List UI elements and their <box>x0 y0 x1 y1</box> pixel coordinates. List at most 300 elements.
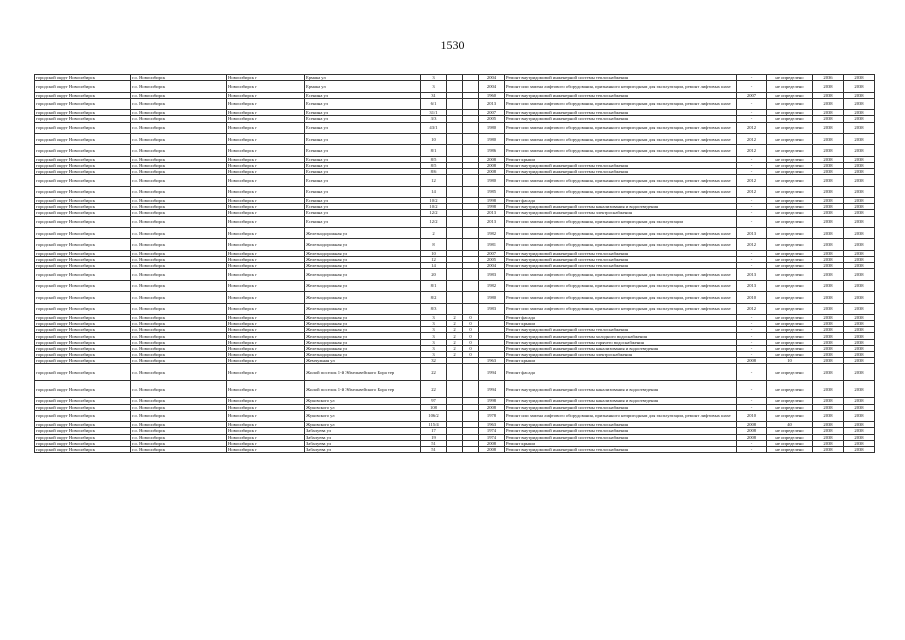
table-cell: не определено <box>767 81 813 92</box>
table-cell: г.о. Новосибирск <box>131 321 227 327</box>
table-cell: 2038 <box>844 198 875 204</box>
table-cell <box>463 145 479 156</box>
table-cell: 2038 <box>813 122 844 133</box>
table-cell <box>463 292 479 303</box>
table-cell: г.о. Новосибирск <box>131 98 227 109</box>
table-row <box>35 292 875 303</box>
table-cell: Новосибирск г <box>227 186 305 197</box>
table-cell: г.о. Новосибирск <box>131 145 227 156</box>
table-row <box>35 98 875 109</box>
table-cell: 2038 <box>813 133 844 144</box>
table-cell: 2038 <box>813 169 844 175</box>
table-cell: 10 <box>421 250 447 256</box>
table-cell: 2038 <box>844 216 875 227</box>
table-cell: городской округ Новосибирск <box>35 398 131 404</box>
table-cell: 2038 <box>813 110 844 116</box>
table-cell <box>447 216 463 227</box>
table-cell: 2036 <box>813 75 844 81</box>
table-cell: 2012 <box>737 239 767 250</box>
table-cell: Ремонт внутридомовой инженерной системы теплоснабжения <box>505 162 737 168</box>
table-cell: Ремонт крыши <box>505 358 737 364</box>
table-cell: 2038 <box>844 333 875 339</box>
table-cell: Ремонт или замена лифтового оборудования, признанного непригодным для эксплуатации, ремонт лифтовых шахт <box>505 239 737 250</box>
table-cell: 2038 <box>813 428 844 434</box>
table-cell <box>463 446 479 452</box>
table-cell: городской округ Новосибирск <box>35 250 131 256</box>
table-cell: 12 <box>421 256 447 262</box>
table-cell: 2038 <box>813 358 844 364</box>
table-cell: - <box>737 256 767 262</box>
table-cell: - <box>737 98 767 109</box>
table-cell: г.о. Новосибирск <box>131 122 227 133</box>
table-row <box>35 133 875 144</box>
table-cell: не определено <box>767 303 813 314</box>
table-cell: не определено <box>767 404 813 410</box>
table-cell: - <box>737 339 767 345</box>
table-cell: 2038 <box>813 404 844 410</box>
table-cell: городской округ Новосибирск <box>35 292 131 303</box>
table-row <box>35 410 875 421</box>
table-cell: городской округ Новосибирск <box>35 228 131 239</box>
table-cell: 2038 <box>813 204 844 210</box>
table-cell: Ремонт внутридомовой инженерной системы теплоснабжения <box>505 75 737 81</box>
table-cell: г.о. Новосибирск <box>131 175 227 186</box>
table-cell: 2038 <box>844 116 875 122</box>
table-cell: Ремонт или замена лифтового оборудования, признанного непригодным для эксплуатации, ремонт лифтовых шахт <box>505 133 737 144</box>
table-cell: Новосибирск г <box>227 345 305 351</box>
table-cell: не определено <box>767 239 813 250</box>
table-cell: Железнодорожная ул <box>305 250 421 256</box>
table-cell: 2012 <box>737 303 767 314</box>
table-cell: городской округ Новосибирск <box>35 280 131 291</box>
table-cell: Есенина ул <box>305 204 421 210</box>
table-cell: городской округ Новосибирск <box>35 269 131 280</box>
table-cell: 2007 <box>737 92 767 98</box>
table-cell: Ремонт или замена лифтового оборудования, признанного непригодным для эксплуатации, ремонт лифтовых шахт <box>505 303 737 314</box>
table-cell: Забалуева ул <box>305 434 421 440</box>
table-cell: Новосибирск г <box>227 381 305 398</box>
table-cell: 2013 <box>479 98 505 109</box>
table-cell: 2013 <box>479 216 505 227</box>
table-cell: Ремонт внутридомовой инженерной системы теплоснабжения <box>505 92 737 98</box>
page-number: 1530 <box>440 38 465 52</box>
table-cell: 0 <box>463 333 479 339</box>
table-cell: 10 <box>767 358 813 364</box>
table-cell: городской округ Новосибирск <box>35 381 131 398</box>
table-cell: не определено <box>767 216 813 227</box>
table-cell <box>447 133 463 144</box>
table-cell: г.о. Новосибирск <box>131 339 227 345</box>
table-cell <box>447 228 463 239</box>
table-cell: 2005 <box>479 116 505 122</box>
table-cell: Ремонт или замена лифтового оборудования, признанного непригодным для эксплуатации, ремонт лифтовых шахт <box>505 145 737 156</box>
table-cell: - <box>737 381 767 398</box>
table-cell: городской округ Новосибирск <box>35 352 131 358</box>
table-cell: Есенина ул <box>305 116 421 122</box>
table-cell: не определено <box>767 133 813 144</box>
table-cell: Железнодорожная ул <box>305 333 421 339</box>
table-cell: 3 <box>421 339 447 345</box>
table-cell: - <box>737 250 767 256</box>
table-cell: Железнодорожная ул <box>305 303 421 314</box>
table-cell: Ремонт или замена лифтового оборудования, признанного непригодным для эксплуатации, ремонт лифтовых шахт <box>505 98 737 109</box>
table-cell: Новосибирск г <box>227 204 305 210</box>
table-cell: г.о. Новосибирск <box>131 133 227 144</box>
table-cell: Новосибирск г <box>227 175 305 186</box>
table-cell: 1980 <box>479 122 505 133</box>
table-cell: Ремонт внутридомовой инженерной системы теплоснабжения <box>505 404 737 410</box>
table-cell: 2 <box>447 345 463 351</box>
table-cell: Ремонт внутридомовой инженерной системы канализования и водоотведения <box>505 204 737 210</box>
table-cell: 14 <box>421 186 447 197</box>
table-cell: 10/2 <box>421 204 447 210</box>
table-cell: 2038 <box>844 440 875 446</box>
table-cell: г.о. Новосибирск <box>131 333 227 339</box>
table-cell: Есенина ул <box>305 162 421 168</box>
table-cell: не определено <box>767 250 813 256</box>
table-cell: 2008 <box>479 404 505 410</box>
table-cell: - <box>737 210 767 216</box>
table-cell: 2038 <box>844 110 875 116</box>
table-cell: городской округ Новосибирск <box>35 256 131 262</box>
table-cell: 2 <box>447 314 463 320</box>
table-cell: 2038 <box>813 175 844 186</box>
table-cell: 2007 <box>479 250 505 256</box>
table-cell: г.о. Новосибирск <box>131 314 227 320</box>
table-cell: Новосибирск г <box>227 364 305 381</box>
table-cell: 3 <box>421 327 447 333</box>
table-cell: Новосибирск г <box>227 162 305 168</box>
table-cell <box>447 364 463 381</box>
table-cell: 22 <box>421 364 447 381</box>
table-row <box>35 145 875 156</box>
table-cell: - <box>737 169 767 175</box>
table-cell <box>447 381 463 398</box>
table-cell: 40 <box>767 422 813 428</box>
table-cell: 2008 <box>479 446 505 452</box>
table-cell: г.о. Новосибирск <box>131 92 227 98</box>
table-cell: 51 <box>421 446 447 452</box>
table-cell: 1998 <box>479 398 505 404</box>
table-cell: Железнодорожная ул <box>305 256 421 262</box>
table-cell: г.о. Новосибирск <box>131 228 227 239</box>
table-cell: Жуковского ул <box>305 398 421 404</box>
table-row <box>35 303 875 314</box>
table-cell: Ремонт внутридомовой инженерной системы теплоснабжения <box>505 428 737 434</box>
table-cell: городской округ Новосибирск <box>35 169 131 175</box>
table-cell: 2038 <box>844 280 875 291</box>
table-cell: Новосибирск г <box>227 269 305 280</box>
table-cell: городской округ Новосибирск <box>35 116 131 122</box>
table-row <box>35 280 875 291</box>
table-cell: не определено <box>767 269 813 280</box>
table-cell: г.о. Новосибирск <box>131 345 227 351</box>
table-cell: не определено <box>767 280 813 291</box>
table-cell: Железнодорожная ул <box>305 280 421 291</box>
table-cell: не определено <box>767 169 813 175</box>
table-cell: 2008 <box>479 162 505 168</box>
table-cell: 2004 <box>479 263 505 269</box>
table-cell <box>463 410 479 421</box>
table-cell <box>463 81 479 92</box>
table-cell: - <box>737 398 767 404</box>
table-cell: Ремонт внутридомовой инженерной системы горячего водоснабжения <box>505 339 737 345</box>
table-cell: 2008 <box>479 156 505 162</box>
table-cell: 2038 <box>813 339 844 345</box>
table-cell: Новосибирск г <box>227 327 305 333</box>
table-cell: 1994 <box>479 364 505 381</box>
table-cell <box>447 280 463 291</box>
table-cell: 3/3 <box>421 116 447 122</box>
table-cell: Железнодорожная ул <box>305 321 421 327</box>
table-cell: 43/1 <box>421 122 447 133</box>
table-cell: не определено <box>767 339 813 345</box>
table-cell: городской округ Новосибирск <box>35 145 131 156</box>
table-cell: 2038 <box>813 352 844 358</box>
table-cell: г.о. Новосибирск <box>131 239 227 250</box>
table-cell: Новосибирск г <box>227 358 305 364</box>
table-row <box>35 269 875 280</box>
table-cell: не определено <box>767 228 813 239</box>
table-cell: 2038 <box>844 256 875 262</box>
table-cell: Новосибирск г <box>227 92 305 98</box>
table-cell: Новосибирск г <box>227 116 305 122</box>
table-cell: Ремонт или замена лифтового оборудования, признанного непригодным для эксплуатации, ремонт лифтовых шахт <box>505 269 737 280</box>
table-cell: не определено <box>767 410 813 421</box>
table-cell: не определено <box>767 175 813 186</box>
table-cell: Жилой поселок 1-й Эйхельвейского Бора тер <box>305 364 421 381</box>
table-cell: Забалуева ул <box>305 446 421 452</box>
table-cell: Железнодорожная ул <box>305 269 421 280</box>
table-cell: Железнодорожная ул <box>305 327 421 333</box>
table-cell: 2038 <box>844 239 875 250</box>
table-cell: 3 <box>421 345 447 351</box>
table-cell: 2013 <box>737 228 767 239</box>
table-cell: городской округ Новосибирск <box>35 263 131 269</box>
table-cell <box>463 269 479 280</box>
table-cell: не определено <box>767 321 813 327</box>
table-row <box>35 186 875 197</box>
table-cell: Новосибирск г <box>227 263 305 269</box>
table-cell: Новосибирск г <box>227 145 305 156</box>
table-cell: 19 <box>421 434 447 440</box>
table-cell: 8/6 <box>421 169 447 175</box>
table-cell: Ремонт или замена лифтового оборудования, признанного непригодным для эксплуатации, ремонт лифтовых шахт <box>505 81 737 92</box>
table-cell: 3 <box>421 81 447 92</box>
table-cell: г.о. Новосибирск <box>131 81 227 92</box>
table-cell: не определено <box>767 292 813 303</box>
table-cell: 2038 <box>844 204 875 210</box>
table-cell <box>447 98 463 109</box>
table-cell: Новосибирск г <box>227 122 305 133</box>
table-cell: городской округ Новосибирск <box>35 434 131 440</box>
table-cell: 12 <box>421 175 447 186</box>
table-cell: 12/2 <box>421 210 447 216</box>
table-cell: 2038 <box>844 446 875 452</box>
table-cell: - <box>737 364 767 381</box>
table-cell: Новосибирск г <box>227 198 305 204</box>
table-cell: 2012 <box>737 145 767 156</box>
table-cell: 2038 <box>844 186 875 197</box>
table-cell: Ремонт внутридомовой инженерной системы канализования и водоотведения <box>505 398 737 404</box>
table-cell: 1983 <box>479 269 505 280</box>
table-cell: городской округ Новосибирск <box>35 110 131 116</box>
table-cell: 2004 <box>479 81 505 92</box>
table-cell: 2038 <box>844 404 875 410</box>
table-cell: 2038 <box>844 269 875 280</box>
table-row <box>35 239 875 250</box>
table-cell: 2038 <box>844 327 875 333</box>
table-cell <box>463 303 479 314</box>
table-cell: Ремонт внутридомовой инженерной системы электроснабжения <box>505 210 737 216</box>
table-cell: г.о. Новосибирск <box>131 280 227 291</box>
table-row <box>35 175 875 186</box>
table-cell: 2038 <box>813 186 844 197</box>
table-cell: Ремонт внутридомовой инженерной системы канализования и водоотведения <box>505 345 737 351</box>
table-cell: г.о. Новосибирск <box>131 256 227 262</box>
table-cell: г.о. Новосибирск <box>131 381 227 398</box>
table-cell: 3 <box>421 333 447 339</box>
table-cell: 2038 <box>813 92 844 98</box>
table-cell: г.о. Новосибирск <box>131 398 227 404</box>
table-cell: не определено <box>767 327 813 333</box>
table-cell: г.о. Новосибирск <box>131 434 227 440</box>
table-cell: городской округ Новосибирск <box>35 410 131 421</box>
table-cell: 2013 <box>737 280 767 291</box>
table-cell: - <box>737 446 767 452</box>
table-cell <box>447 81 463 92</box>
table-cell: 2038 <box>844 133 875 144</box>
table-cell: 2 <box>447 339 463 345</box>
table-cell: 2038 <box>813 269 844 280</box>
table-cell: 2 <box>447 321 463 327</box>
table-cell: 108 <box>421 404 447 410</box>
table-cell: 2038 <box>813 239 844 250</box>
table-cell: Есенина ул <box>305 210 421 216</box>
table-cell: Ремонт внутридомовой инженерной системы теплоснабжения <box>505 327 737 333</box>
table-cell: 2038 <box>844 169 875 175</box>
table-cell: Железнодорожная ул <box>305 314 421 320</box>
table-cell: 2038 <box>844 410 875 421</box>
table-cell: - <box>737 327 767 333</box>
table-cell: Новосибирск г <box>227 216 305 227</box>
table-cell: 1980 <box>479 292 505 303</box>
table-cell: г.о. Новосибирск <box>131 156 227 162</box>
table-cell: Железнодорожная ул <box>305 352 421 358</box>
table-cell: Ремонт внутридомовой инженерной системы электроснабжения <box>505 352 737 358</box>
table-cell: - <box>737 110 767 116</box>
table-cell: 2038 <box>813 81 844 92</box>
table-cell: 2008 <box>737 428 767 434</box>
table-cell: Ремонт или замена лифтового оборудования, признанного непригодным для эксплуатации, ремонт лифтовых шахт <box>505 280 737 291</box>
table-cell: - <box>737 216 767 227</box>
table-cell: 2038 <box>813 434 844 440</box>
table-cell: городской округ Новосибирск <box>35 327 131 333</box>
table-cell: Ремонт внутридомовой инженерной системы холодного водоснабжения <box>505 333 737 339</box>
table-cell: не определено <box>767 145 813 156</box>
table-cell: г.о. Новосибирск <box>131 364 227 381</box>
table-cell: 2013 <box>737 269 767 280</box>
table-cell: г.о. Новосибирск <box>131 327 227 333</box>
table-cell <box>447 122 463 133</box>
table-cell: Ремонт внутридомовой инженерной системы теплоснабжения <box>505 256 737 262</box>
table-cell: городской округ Новосибирск <box>35 216 131 227</box>
table-cell: не определено <box>767 364 813 381</box>
table-cell <box>447 239 463 250</box>
table-cell: г.о. Новосибирск <box>131 110 227 116</box>
table-cell: Забалуева ул <box>305 428 421 434</box>
table-cell: 2038 <box>844 345 875 351</box>
table-cell: г.о. Новосибирск <box>131 404 227 410</box>
table-cell: 2038 <box>813 228 844 239</box>
table-row <box>35 381 875 398</box>
table-cell: 2 <box>421 228 447 239</box>
table-cell <box>447 446 463 452</box>
table-cell: 2038 <box>813 303 844 314</box>
table-cell: Новосибирск г <box>227 321 305 327</box>
table-cell: 8/1 <box>421 145 447 156</box>
table-cell: 2038 <box>813 327 844 333</box>
table-cell: Есенина ул <box>305 98 421 109</box>
table-cell: г.о. Новосибирск <box>131 250 227 256</box>
table-cell: городской округ Новосибирск <box>35 92 131 98</box>
table-cell: Новосибирск г <box>227 410 305 421</box>
table-cell <box>463 122 479 133</box>
table-cell: Новосибирск г <box>227 156 305 162</box>
table-cell: 3 <box>421 75 447 81</box>
table-cell <box>463 239 479 250</box>
table-cell: 20 <box>421 269 447 280</box>
table-cell: Ремонт фасада <box>505 314 737 320</box>
table-cell: 2038 <box>813 216 844 227</box>
table-cell: 2038 <box>813 321 844 327</box>
table-cell: 2012 <box>737 175 767 186</box>
table-cell: Ремонт или замена лифтового оборудования, признанного непригодным для эксплуатации, ремонт лифтовых шахт <box>505 228 737 239</box>
table-cell: 0 <box>463 345 479 351</box>
table-cell: - <box>737 440 767 446</box>
table-cell: 0 <box>463 327 479 333</box>
table-cell: Жемчужная ул <box>305 358 421 364</box>
table-cell: Железнодорожная ул <box>305 228 421 239</box>
table-cell: не определено <box>767 333 813 339</box>
table-cell: г.о. Новосибирск <box>131 216 227 227</box>
table-cell: 97 <box>421 398 447 404</box>
table-cell: не определено <box>767 204 813 210</box>
table-cell: Новосибирск г <box>227 133 305 144</box>
table-cell: Новосибирск г <box>227 292 305 303</box>
table-cell: городской округ Новосибирск <box>35 198 131 204</box>
table-cell: 1998 <box>479 204 505 210</box>
table-cell: 2038 <box>844 398 875 404</box>
table-cell: 0 <box>463 352 479 358</box>
table-cell: 1974 <box>479 428 505 434</box>
table-row <box>35 122 875 133</box>
table-cell: 2012 <box>737 122 767 133</box>
table-cell: не определено <box>767 314 813 320</box>
table-cell: Новосибирск г <box>227 398 305 404</box>
table-cell: 2 <box>447 352 463 358</box>
table-cell: г.о. Новосибирск <box>131 204 227 210</box>
table-cell: Есенина ул <box>305 110 421 116</box>
table-cell: Железнодорожная ул <box>305 292 421 303</box>
table-cell: 2038 <box>813 292 844 303</box>
table-cell: г.о. Новосибирск <box>131 263 227 269</box>
table-cell: 2038 <box>813 162 844 168</box>
table-cell <box>463 364 479 381</box>
table-cell: городской округ Новосибирск <box>35 428 131 434</box>
table-cell: Ремонт внутридомовой инженерной системы теплоснабжения <box>505 110 737 116</box>
table-cell: г.о. Новосибирск <box>131 186 227 197</box>
